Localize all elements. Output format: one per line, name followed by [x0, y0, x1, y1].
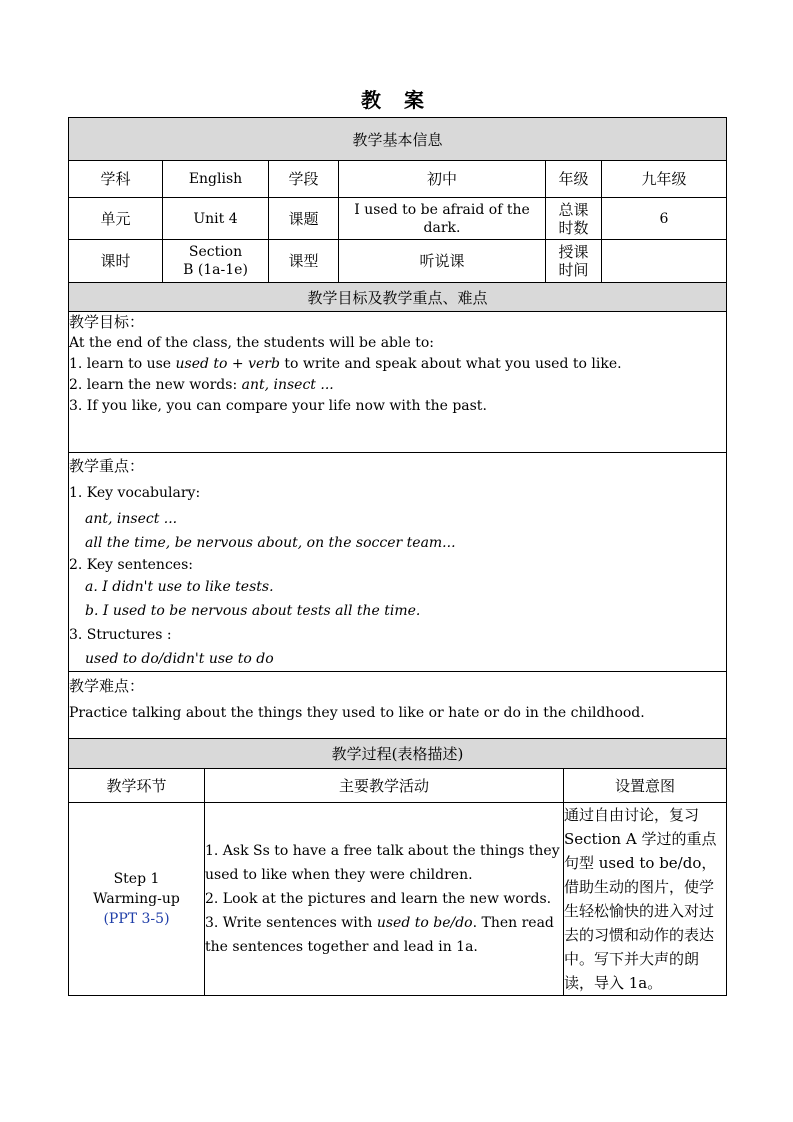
- step-1-activities: [205, 803, 564, 996]
- objective-item-2: 2. learn the new words: ant, insect ...: [69, 377, 334, 393]
- objectives-block: [69, 312, 727, 453]
- basic-info-header: 教学基本信息: [69, 118, 727, 161]
- key-vocab-line-1: ant, insect ...: [85, 511, 178, 527]
- subject-label: 学科: [69, 161, 163, 198]
- lesson-type-label: 课型: [269, 240, 339, 283]
- stage-label: 学段: [269, 161, 339, 198]
- step-stage: Warming-up: [93, 891, 180, 907]
- topic-value: I used to be afraid of the dark.: [339, 198, 546, 240]
- stage-value: 初中: [339, 161, 546, 198]
- topic-label: 课题: [269, 198, 339, 240]
- objectives-label: 教学目标：: [69, 313, 145, 331]
- grade-value: 九年级: [602, 161, 727, 198]
- structures-label: 3. Structures :: [69, 627, 172, 643]
- difficulties-label: 教学难点：: [69, 677, 145, 695]
- step-1-cell: [69, 803, 205, 996]
- goals-header: 教学目标及教学重点、难点: [69, 283, 727, 312]
- grade-label: 年级: [546, 161, 602, 198]
- objectives-intro: At the end of the class, the students will be able to:: [69, 335, 434, 351]
- lesson-plan-table: [68, 117, 727, 996]
- objective-item-3: 3. If you like, you can compare your life now with the past.: [69, 398, 487, 414]
- key-points-label: 教学重点：: [69, 457, 145, 475]
- activity-1: 1. Ask Ss to have a free talk about the things they used to like when they were children.: [205, 843, 560, 883]
- step-ppt-ref: (PPT 3-5): [103, 911, 170, 927]
- period-label: 课时: [69, 240, 163, 283]
- structure-item: used to do/didn't use to do: [85, 651, 274, 667]
- key-points-block: [69, 453, 727, 672]
- step-1-intent: 通过自由讨论，复习 Section A 学过的重点句型 used to be/do，借助生动的图片，使学生轻松愉快的进入对过去的习惯和动作的表达中。写下并大声的朗读，导入 1a。: [564, 803, 727, 996]
- lesson-type-value: 听说课: [339, 240, 546, 283]
- key-sentences-label: 2. Key sentences:: [69, 557, 193, 573]
- period-value: Section B (1a-1e): [163, 240, 269, 283]
- column-activities: 主要教学活动: [205, 769, 564, 803]
- total-hours-value: 6: [602, 198, 727, 240]
- page-title: 教 案: [361, 88, 432, 112]
- teaching-time-value: [602, 240, 727, 283]
- key-sentence-b: b. I used to be nervous about tests all the time.: [85, 603, 421, 619]
- key-vocab-label: 1. Key vocabulary:: [69, 485, 201, 501]
- total-hours-label: 总课时数: [546, 198, 602, 240]
- difficulties-block: [69, 672, 727, 739]
- column-intent: 设置意图: [564, 769, 727, 803]
- objective-item-1: 1. learn to use used to + verb to write and speak about what you used to like.: [69, 356, 622, 372]
- activity-3: 3. Write sentences with used to be/do. Then read the sentences together and lead in 1a.: [205, 915, 554, 955]
- difficulties-text: Practice talking about the things they used to like or hate or do in the childhood.: [69, 705, 645, 721]
- subject-value: English: [163, 161, 269, 198]
- key-vocab-line-2: all the time, be nervous about, on the soccer team...: [85, 535, 456, 551]
- unit-value: Unit 4: [163, 198, 269, 240]
- step-name: Step 1: [113, 871, 160, 887]
- column-stage: 教学环节: [69, 769, 205, 803]
- process-header: 教学过程(表格描述): [69, 739, 727, 769]
- key-sentence-a: a. I didn't use to like tests.: [85, 579, 274, 595]
- unit-label: 单元: [69, 198, 163, 240]
- activity-2: 2. Look at the pictures and learn the new words.: [205, 891, 552, 907]
- teaching-time-label: 授课时间: [546, 240, 602, 283]
